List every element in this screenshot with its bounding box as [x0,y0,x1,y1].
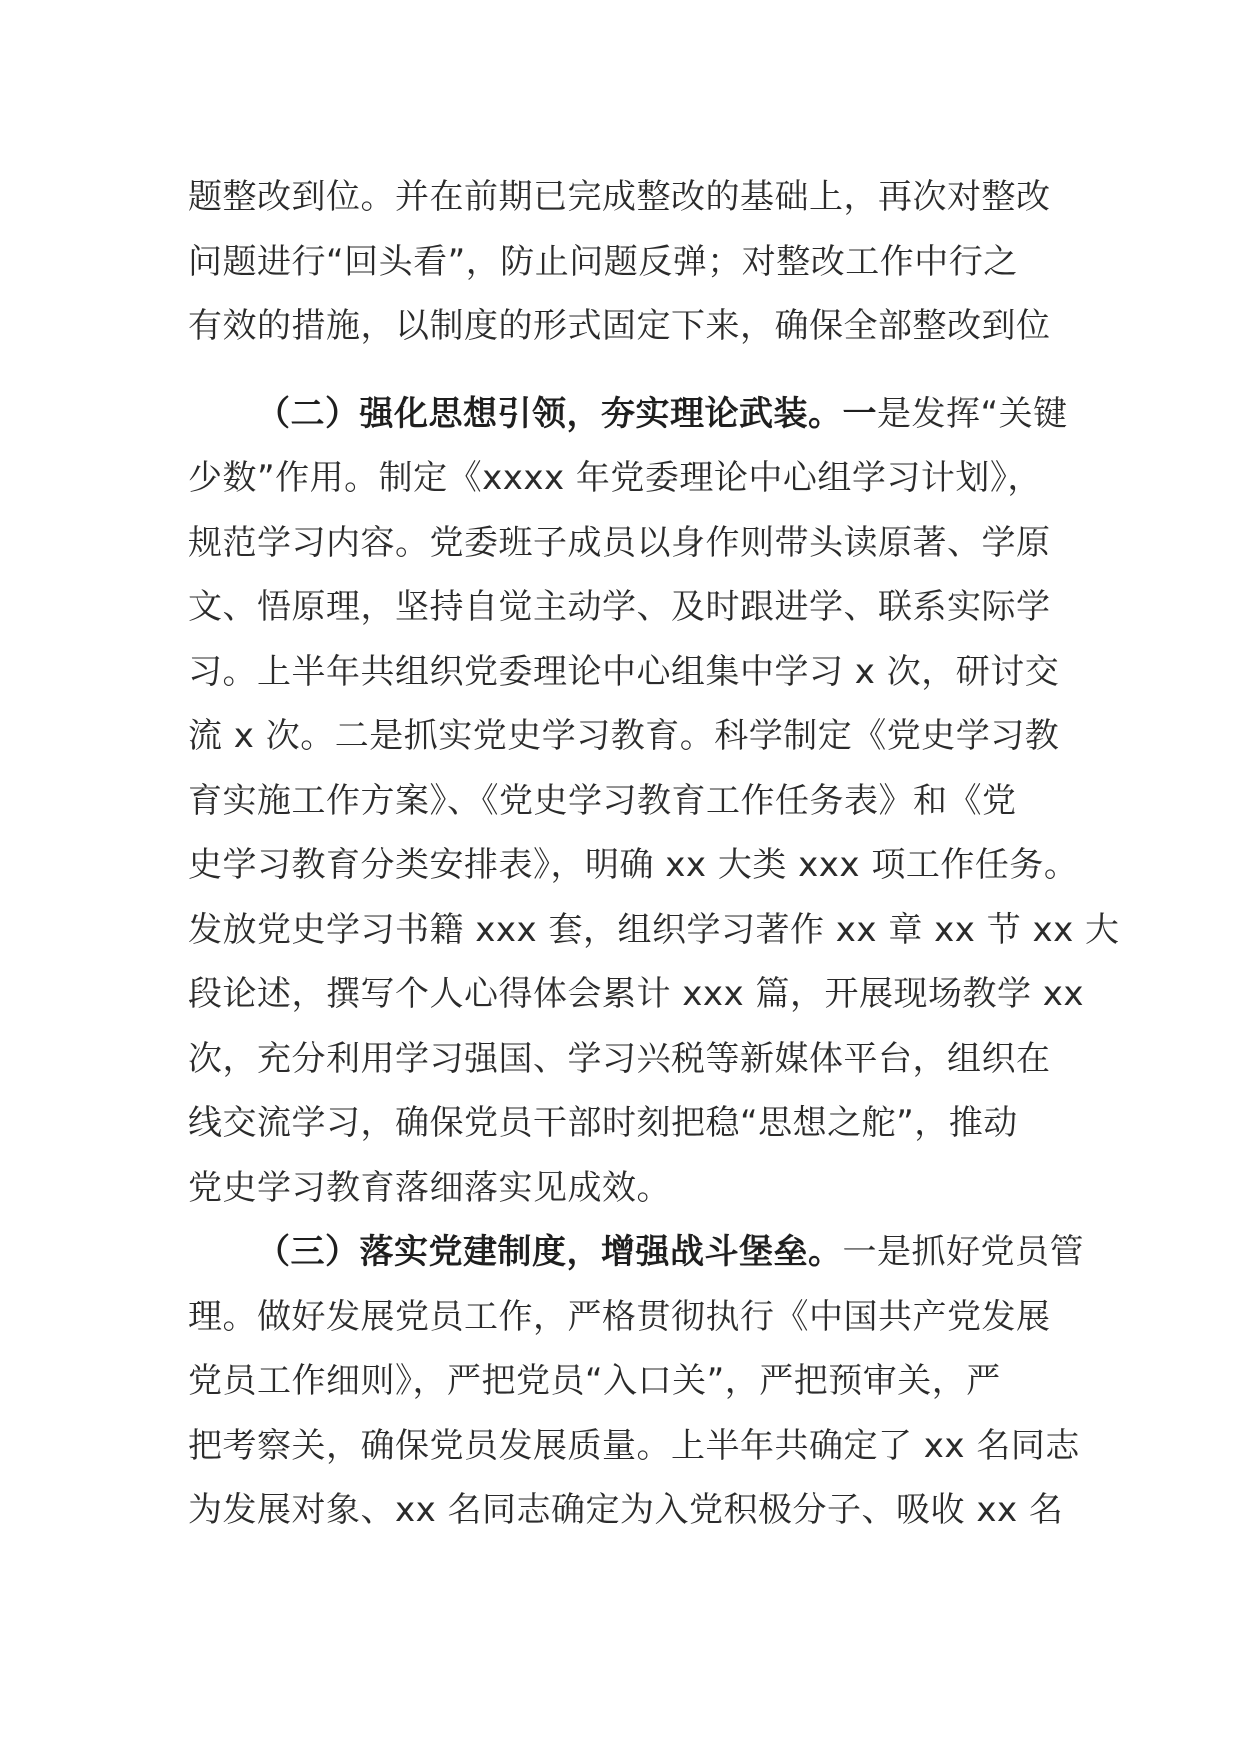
text-line: 把考察关，确保党员发展质量。上半年共确定了 xx 名同志 [188,1425,1080,1466]
text-line: 段论述，撰写个人心得体会累计 xxx 篇，开展现场教学 xx [188,974,1085,1014]
section-lead-text: 是发挥“关键 [877,393,1068,434]
section-lead-char: 一 [842,393,877,434]
text-line: 理。做好发展党员工作，严格贯彻执行《中国共产党发展 [188,1296,1051,1337]
text-line: 史学习教育分类安排表》，明确 xx 大类 xxx 项工作任务。 [188,845,1079,885]
section-lead-text: 一是抓好党员管 [842,1232,1084,1272]
text-line: 为发展对象、xx 名同志确定为入党积极分子、吸收 xx 名 [188,1490,1064,1530]
document-body [188,165,1120,1543]
paragraph-ideological-leadership [188,382,1120,1221]
text-line: 党史学习教育落细落实见成效。 [188,1167,671,1208]
text-line: 文、悟原理，坚持自觉主动学、及时跟进学、联系实际学 [188,587,1051,627]
text-line: 流 x 次。二是抓实党史学习教育。科学制定《党史学习教 [188,716,1060,756]
text-line [188,1220,1084,1285]
section-heading-3: （三）落实党建制度，增强战斗堡垒。 [256,1232,843,1272]
paragraph-party-building [188,1220,1084,1543]
text-line: 党员工作细则》，严把党员“入口关”，严把预审关，严 [188,1361,1001,1401]
text-line: 规范学习内容。党委班子成员以身作则带头读原著、学原 [188,522,1051,563]
text-line: 发放党史学习书籍 xxx 套，组织学习著作 xx 章 xx 节 xx 大 [188,909,1120,950]
text-line: 次，充分利用学习强国、学习兴税等新媒体平台，组织在 [188,1038,1051,1079]
section-heading-2: （二）强化思想引领，夯实理论武装。 [256,393,843,434]
paragraph-spacing [188,359,1058,382]
text-line: 少数”作用。制定《xxxx 年党委理论中心组学习计划》， [188,458,1042,498]
text-line: 线交流学习，确保党员干部时刻把稳“思想之舵”，推动 [188,1103,1018,1143]
text-line [188,382,1068,447]
text-line: 问题进行“回头看”，防止问题反弹；对整改工作中行之 [188,241,1018,282]
paragraph-rectification [188,165,1058,359]
text-line: 有效的措施，以制度的形式固定下来，确保全部整改到位 [188,306,1051,346]
text-line: 育实施工作方案》、《党史学习教育工作任务表》和《党 [188,780,1017,821]
text-line: 习。上半年共组织党委理论中心组集中学习 x 次，研讨交 [188,651,1060,692]
text-line: 题整改到位。并在前期已完成整改的基础上，再次对整改 [188,177,1051,217]
